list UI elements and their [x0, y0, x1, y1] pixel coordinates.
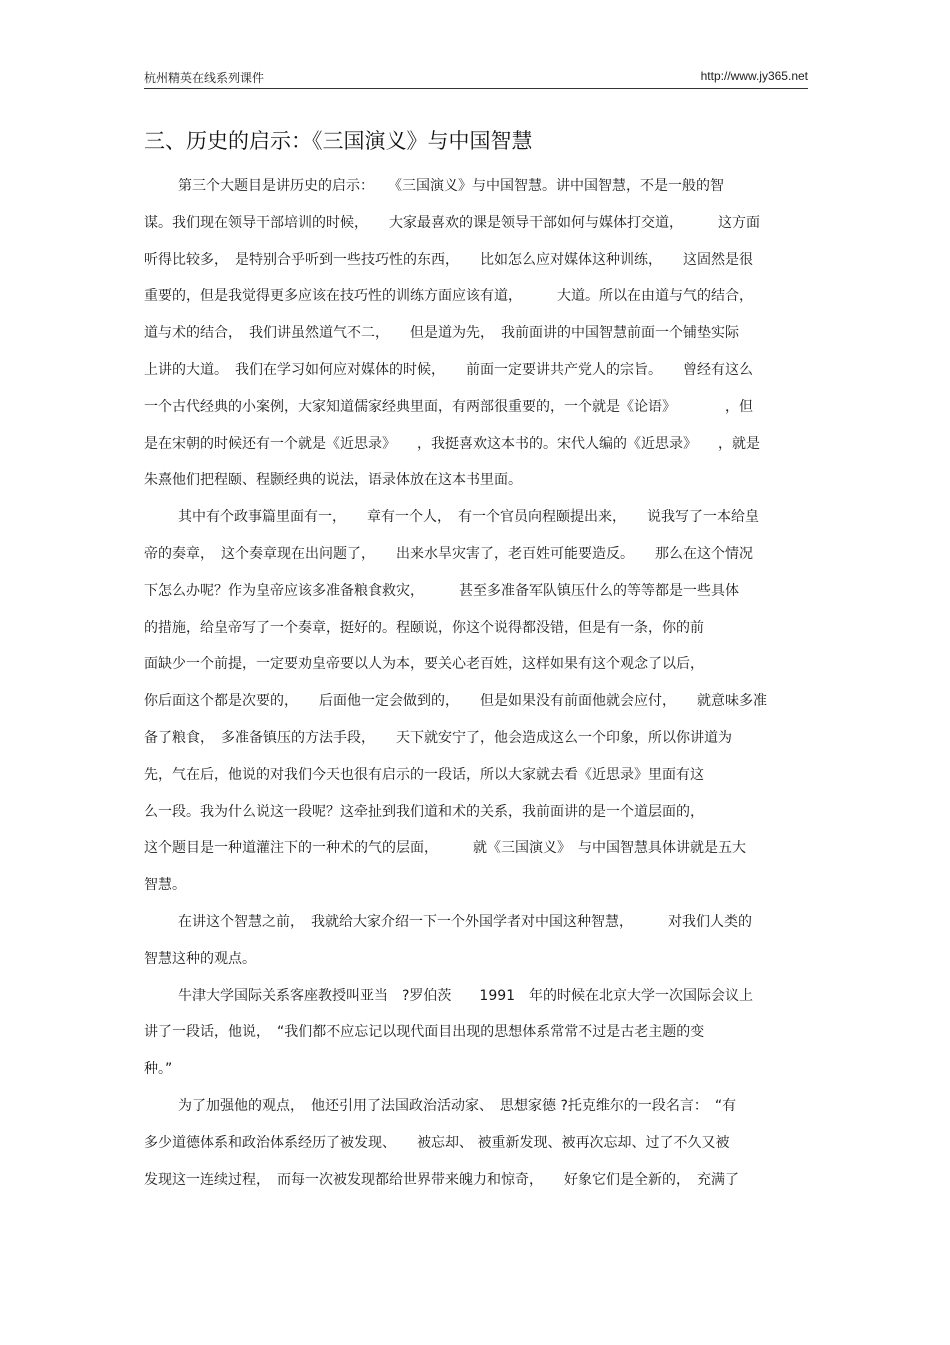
paragraph-line: 的措施，给皇帝写了一个奏章，挺好的。程颐说，你这个说得都没错，但是有一条，你的前	[144, 619, 704, 636]
paragraph-line: 帝的奏章， 这个奏章现在出问题了， 出来水旱灾害了，老百姓可能要造反。 那么在这个情况	[144, 545, 753, 562]
paragraph-line: 谋。我们现在领导干部培训的时候， 大家最喜欢的课是领导干部如何与媒体打交道， 这方面	[144, 214, 760, 231]
paragraph-line: 是在宋朝的时候还有一个就是《近思录》 ，我挺喜欢这本书的。宋代人编的《近思录》 ，就是	[144, 435, 760, 452]
paragraph-line: 多少道德体系和政治体系经历了被发现、 被忘却、 被重新发现、被再次忘却、过了不久又被	[144, 1134, 730, 1151]
paragraph-line: 讲了一段话，他说， “我们都不应忘记以现代面目出现的思想体系常常不过是古老主题的变	[144, 1024, 705, 1041]
paragraph-line: 你后面这个都是次要的， 后面他一定会做到的， 但是如果没有前面他就会应付， 就意味多准	[144, 693, 767, 710]
paragraph-line: 下怎么办呢？作为皇帝应该多准备粮食救灾， 甚至多准备军队镇压什么的等等都是一些具体	[144, 582, 739, 599]
header-url: http://www.jy365.net	[700, 69, 808, 83]
paragraph-line: 发现这一连续过程， 而每一次被发现都给世界带来魄力和惊奇， 好象它们是全新的， 充满了	[144, 1171, 739, 1188]
paragraph-line: 听得比较多， 是特别合乎听到一些技巧性的东西， 比如怎么应对媒体这种训练， 这固然是很	[144, 251, 753, 268]
paragraph-line: 先，气在后，他说的对我们今天也很有启示的一段话，所以大家就去看《近思录》里面有这	[144, 766, 704, 783]
page-header	[144, 66, 808, 89]
paragraph-line: 种。”	[144, 1061, 173, 1078]
body-text	[144, 174, 808, 1204]
paragraph-line: 上讲的大道。 我们在学习如何应对媒体的时候， 前面一定要讲共产党人的宗旨。 曾经有这么	[144, 361, 753, 378]
paragraph-line: 智慧这种的观点。	[144, 950, 256, 967]
paragraph-line: 道与术的结合， 我们讲虽然道气不二， 但是道为先， 我前面讲的中国智慧前面一个铺垫实际	[144, 325, 739, 342]
paragraph-line: 一个古代经典的小案例，大家知道儒家经典里面，有两部很重要的，一个就是《论语》 ，但	[144, 398, 753, 415]
paragraph-line: 其中有个政事篇里面有一， 章有一个人， 有一个官员向程颐提出来， 说我写了一本给皇	[178, 509, 759, 526]
paragraph-line: 朱熹他们把程颐、程颢经典的说法，语录体放在这本书里面。	[144, 472, 522, 489]
paragraph-line: 面缺少一个前提，一定要劝皇帝要以人为本，要关心老百姓，这样如果有这个观念了以后，	[144, 656, 704, 673]
paragraph-line: 这个题目是一种道灌注下的一种术的气的层面， 就《三国演义》 与中国智慧具体讲就是五大	[144, 840, 746, 857]
paragraph-line: 备了粮食， 多准备镇压的方法手段， 天下就安宁了，他会造成这么一个印象，所以你讲道为	[144, 729, 732, 746]
paragraph-line: 牛津大学国际关系客座教授叫亚当 ?罗伯茨 1991 年的时候在北京大学一次国际会议上	[178, 987, 754, 1004]
paragraph-line: 第三个大题目是讲历史的启示： 《三国演义》与中国智慧。讲中国智慧，不是一般的智	[178, 178, 724, 194]
paragraph-line: 为了加强他的观点， 他还引用了法国政治活动家、 思想家德 ?托克维尔的一段名言： “有	[178, 1097, 737, 1114]
section-title: 三、历史的启示：《三国演义》与中国智慧	[144, 129, 533, 153]
header-course-label: 杭州精英在线系列课件	[144, 71, 265, 85]
paragraph-line: 重要的，但是我觉得更多应该在技巧性的训练方面应该有道， 大道。所以在由道与气的结合，	[144, 288, 753, 305]
paragraph-line: 在讲这个智慧之前， 我就给大家介绍一下一个外国学者对中国这种智慧， 对我们人类的	[178, 913, 752, 930]
paragraph-line: 智慧。	[144, 877, 186, 894]
paragraph-line: 么一段。我为什么说这一段呢？这牵扯到我们道和术的关系，我前面讲的是一个道层面的，	[144, 803, 704, 820]
